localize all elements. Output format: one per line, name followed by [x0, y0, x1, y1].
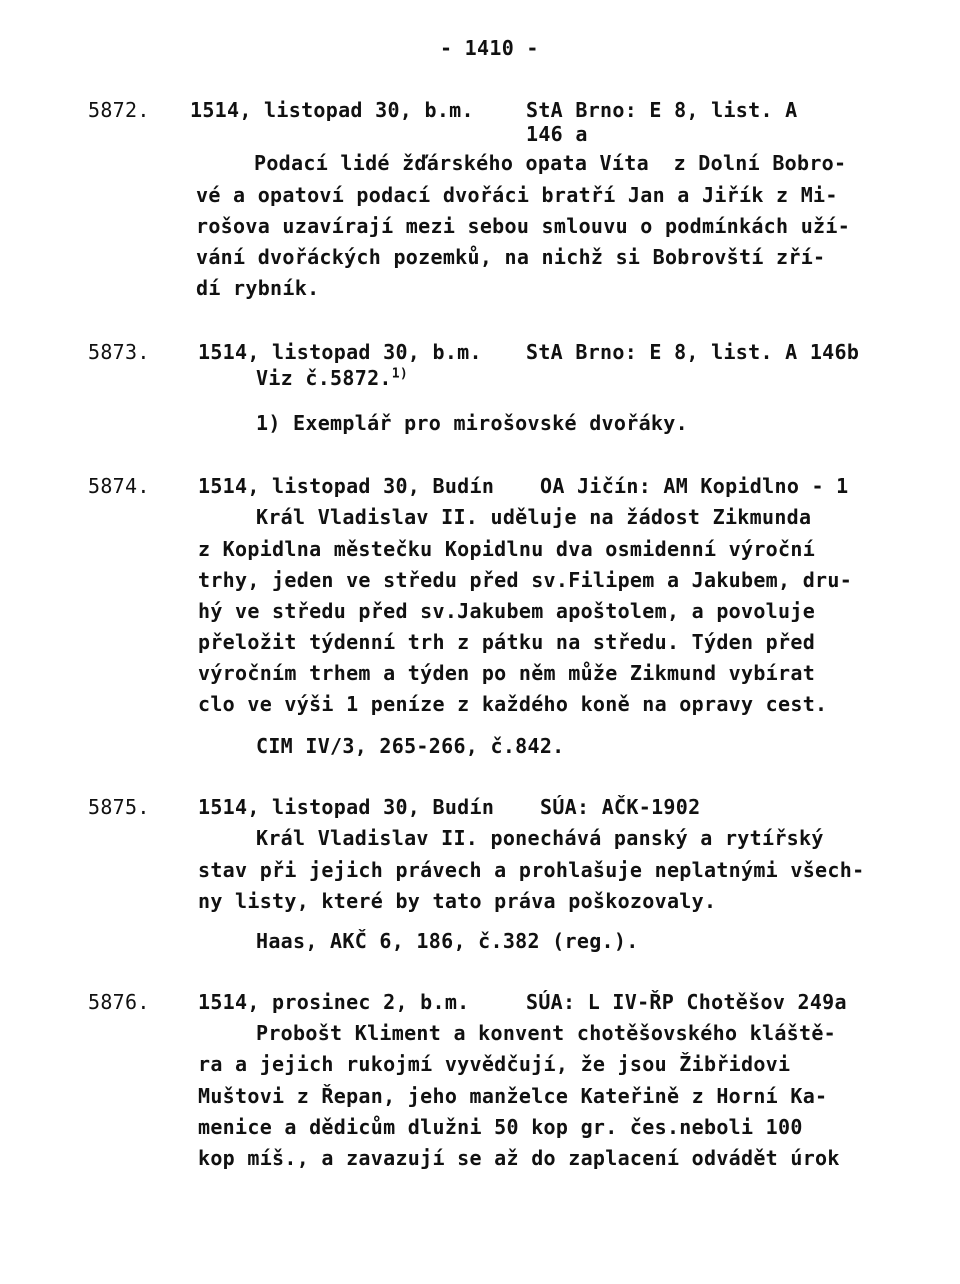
entry-body-line: stav při jejich právech a prohlašuje neplatnými všech-: [198, 858, 865, 882]
entry-body-line: ra a jejich rukojmí vyvědčují, že jsou Žibřidovi: [198, 1052, 791, 1076]
entry-number: 5873.: [88, 340, 150, 364]
entry-header: 1514, listopad 30, Budín: [198, 474, 495, 498]
page-number: - 1410 -: [440, 36, 539, 60]
entry-body-line: rošova uzavírají mezi sebou smlouvu o podmínkách uží-: [196, 214, 851, 238]
entry-body-line: trhy, jeden ve středu před sv.Filipem a Jakubem, dru-: [198, 568, 853, 592]
entry-archive: StA Brno: E 8, list. A: [526, 98, 798, 122]
entry-body-line: z Kopidlna městečku Kopidlnu dva osmidenní výroční: [198, 537, 816, 561]
entry-number: 5875.: [88, 795, 150, 819]
entry-number: 5874.: [88, 474, 150, 498]
entry-body-line: kop míš., a zavazují se až do zaplacení odvádět úrok: [198, 1146, 840, 1170]
entry-archive: SÚA: L IV-ŘP Chotěšov 249a: [526, 990, 847, 1014]
entry-body-line: Probošt Kliment a konvent chotěšovského kláště-: [256, 1021, 837, 1045]
entry-body-line: vé a opatoví podací dvořáci bratří Jan a Jiřík z Mi-: [196, 183, 838, 207]
entry-footnote: 1) Exemplář pro mirošovské dvořáky.: [256, 411, 688, 435]
entry-reference: Haas, AKČ 6, 186, č.382 (reg.).: [256, 929, 639, 953]
entry-body-line: vání dvořáckých pozemků, na nichž si Bobrovští zří-: [196, 245, 826, 269]
entry-archive: SÚA: AČK-1902: [540, 795, 701, 819]
entry-see-reference: [256, 366, 408, 390]
footnote-mark: 1): [391, 366, 409, 382]
entry-body-line: výročním trhem a týden po něm může Zikmund vybírat: [198, 661, 816, 685]
entry-body-line: ny listy, které by tato práva poškozovaly.: [198, 889, 717, 913]
see-text: Viz č.5872.: [256, 366, 392, 390]
entry-body-line: Podací lidé žďárského opata Víta z Dolní Bobro-: [254, 151, 847, 175]
entry-archive-cont: 146 a: [526, 122, 588, 146]
entry-header: 1514, listopad 30, b.m.: [190, 98, 474, 122]
entry-body-line: Muštovi z Řepan, jeho manželce Kateřině z Horní Ka-: [198, 1084, 828, 1108]
entry-reference: CIM IV/3, 265-266, č.842.: [256, 734, 565, 758]
entry-header: 1514, listopad 30, Budín: [198, 795, 495, 819]
entry-body-line: Král Vladislav II. ponechává panský a rytířský: [256, 826, 824, 850]
entry-header: 1514, listopad 30, b.m.: [198, 340, 482, 364]
entry-body-line: Král Vladislav II. uděluje na žádost Zikmunda: [256, 505, 812, 529]
entry-body-line: menice a dědicům dlužni 50 kop gr. čes.neboli 100: [198, 1115, 803, 1139]
entry-body-line: hý ve středu před sv.Jakubem apoštolem, a povoluje: [198, 599, 816, 623]
entry-body-line: dí rybník.: [196, 276, 320, 300]
entry-archive: StA Brno: E 8, list. A 146b: [526, 340, 860, 364]
entry-header: 1514, prosinec 2, b.m.: [198, 990, 470, 1014]
entry-number: 5872.: [88, 98, 150, 122]
entry-number: 5876.: [88, 990, 150, 1014]
entry-body-line: přeložit týdenní trh z pátku na středu. Týden před: [198, 630, 816, 654]
entry-body-line: clo ve výši 1 peníze z každého koně na opravy cest.: [198, 692, 828, 716]
entry-archive: OA Jičín: AM Kopidlno - 1: [540, 474, 849, 498]
